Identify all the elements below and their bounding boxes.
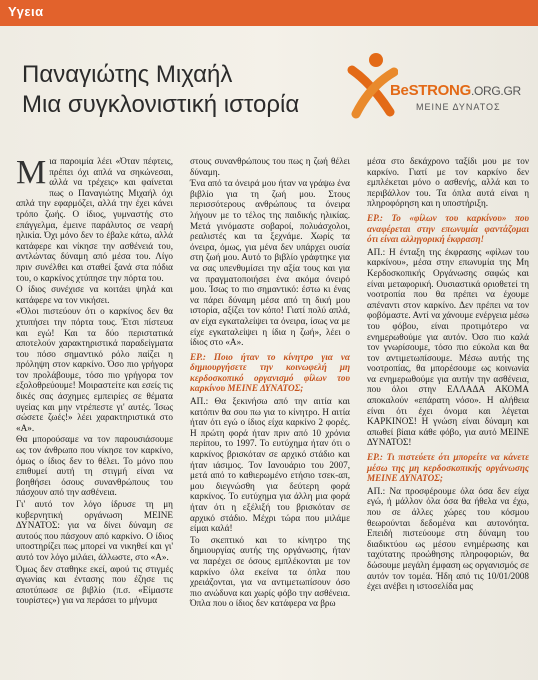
title-line-1: Παναγιώτης Μιχαήλ	[22, 61, 233, 88]
interview-question: ΕΡ.: Το «φίλων του καρκίνου» που αναφέρεται στην επωνυμία φαντάζομαι ότι είναι αλληγορική έκφραση!	[367, 212, 529, 245]
paragraph: στους συνανθρώπους του πως η ζωή θέλει δύναμη.	[190, 156, 350, 177]
paragraph: Ένα από τα όνειρά μου ήταν να γράψω ένα βιβλίο για τη ζωή μου. Στους περισσότερους ανθρώπους τα όνειρα λήγουν με το τέλος της παιδικής ηλικίας. Μετά γινόμαστε σοβαροί, πολυάσχολοι, ρεαλιστές και τα ξεχνάμε. Χωρίς τα όνειρα, όμως, για μένα δεν υπάρχει ουσία στη ζωή μου. Αυτό το βιβλίο γράφτηκε για να σας υπενθυμίσει την αξία τους και για να πραγματοποιήσει ένα ακόμα όνειρό μου. Ίσως το πιο σημαντικό: έστω κι ένας να πάρει δύναμη μέσα από τη δική μου ιστορία, αξίζει τον κόπο! Γιατί πολύ απλά, αν είχα εγκαταλείψει τα όνειρα, ίσως να με είχε εγκαταλείψει η ίδια η ζωή», λέει ο ίδιος στο «Α».	[190, 178, 350, 348]
paragraph: μέσα στο δεκάχρονο ταξίδι μου με τον καρκίνο. Γιατί με τον καρκίνο δεν εμπλέκεται μόνο ο ασθενής, αλλά και το περιβάλλον του. Τα όπλα αυτά είναι η πληροφόρηση και η υποστήριξη.	[367, 156, 529, 209]
logo-tagline: ΜΕΙΝΕ ΔΥΝΑΤΟΣ	[416, 102, 501, 112]
drop-cap: Μ	[16, 154, 47, 191]
logo-brand-domain: .ORG.GR	[470, 84, 521, 98]
paragraph: Ο ίδιος συνέχισε να κοιτάει ψηλά και κατάφερε να τον νικήσει.	[16, 284, 173, 305]
interview-answer: ΑΠ.: Να προσφέρουμε όλα όσα δεν είχα εγώ, ή μάλλον όλα όσα θα ήθελα να έχω, που σε άλλες χώρες του κόσμου θεωρούνται δεδομένα και αυτονόητα. Επειδή πιστεύουμε στη δύναμη του διαδικτύου ως μέσου ενημέρωσης και ταχύτατης προώθησης πληροφοριών, θα δώσουμε μεγάλη έμφαση ως οργανισμός σε αυτόν τον τομέα. Ήδη από τις 10/01/2008 έχει ανέβει η ιστοσελίδα μας	[367, 485, 529, 592]
article-title	[22, 60, 342, 120]
interview-question: ΕΡ.: Τι πιστεύετε ότι μπορείτε να κάνετε μέσω της μη κερδοσκοπικής οργάνωσης ΜΕΙΝΕ ΔΥΝΑΤΟΣ;	[367, 452, 529, 484]
interview-answer: ΑΠ.: Θα ξεκινήσω από την αιτία και κατόπιν θα σου πω για το κίνητρο. Η αιτία ήταν ότι εγώ ο ίδιος είχα καρκίνο 2 φορές. Η πρώτη φορά ήταν πριν από 10 χρόνια περίπου, το 1997. Το ευτύχημα ήταν ότι ο καρκίνος βρισκόταν σε αρχικό στάδιο και ήταν ιάσιμος. Τον Ιανουάριο του 2007, μετά από το καθιερωμένο ετήσιο τσεκ-απ, μου διεγνώσθη για δεύτερη φορά καρκίνος. Το ευτύχημα για άλλη μια φορά ήταν ότι η εξέλιξή του βρισκόταν σε αρχικό στάδιο. Μέχρι τώρα που μιλάμε είμαι καλά!	[190, 396, 350, 534]
article-column-2	[190, 156, 350, 610]
paragraph: Το σκεπτικό και το κίνητρο της δημιουργίας αυτής της οργάνωσης, ήταν να παρέχει σε όσους εμπλέκονται με τον καρκίνο όλα εκείνα τα όπλα που χρειάζονται, για να αντιμετωπίσουν όσο πιο ανώδυνα και χωρίς φόβο την ασθένεια. Όπλα που ο ίδιος δεν κατάφερα να βρω	[190, 534, 350, 609]
section-header-band	[0, 0, 538, 26]
title-line-2: Μια συγκλονιστική ιστορία	[22, 91, 300, 118]
section-label: Υγεια	[8, 4, 44, 19]
paragraph: Θα μπορούσαμε να τον παρουσιάσουμε ως τον άνθρωπο που νίκησε τον καρκίνο, όμως ο ίδιος δεν το θέλει. Το μόνο που επιθυμεί αυτή τη στιγμή είναι να βοηθήσει όσους συνανθρώπους του πάσχουν από την ασθένεια.	[16, 434, 173, 498]
article-column-1	[16, 156, 173, 607]
logo-brand-main: BeSTRONG	[390, 82, 471, 99]
paragraph: ια παροιμία λέει «Όταν πέφτεις, πρέπει όχι απλά να σηκώνεσαι, αλλά να τρέχεις» και φαίνεται πως ο Παναγιώτης Μιχαήλ όχι απλά την εφαρμόζει, αλλά την έχει κάνει τρόπο ζωής. Ο ίδιος, γυμναστής στο επάγγελμα, έμεινε παράλυτος σε νεαρή ηλικία. Όχι μόνο δεν το έβαλε κάτω, αλλά κατάφερε και νίκησε την ασθένειά του, αντλώντας δύναμη από μέσα του. Λίγο πριν συνέλθει και σταθεί ξανά στα πόδια του, ο καρκίνος χτύπησε την πόρτα του.	[16, 156, 173, 283]
paragraph: Όμως δεν σταθηκε εκεί, αφού τις στιγμές αγωνίας και έντασης που έζησε τις αποτύπωσε σε βιβλίο (π.σ. «Είμαστε τουρίστες») για να περάσει το μήνυμα	[16, 563, 173, 606]
interview-question: ΕΡ.: Ποιο ήταν το κίνητρο για να δημιουργήσετε την κοινωφελή μη κερδοσκοπικό οργανισμό φίλων του καρκίνου ΜΕΙΝΕ ΔΥΝΑΤΟΣ;	[190, 351, 350, 394]
logo-brand	[390, 82, 521, 99]
paragraph: Γι' αυτό τον λόγο ίδρυσε τη μη κυβερνητική οργάνωση ΜΕΙΝΕ ΔΥΝΑΤΟΣ: για να δίνει δύναμη σε αυτούς που πάσχουν από καρκίνο. Ο ίδιος υποστηρίζει πως μπορεί να νικηθεί και γι' αυτό τον λόγο μιλάει, άλλωστε, στο «Α».	[16, 499, 173, 562]
article-column-3	[367, 156, 529, 593]
bestrong-logo	[338, 46, 521, 126]
interview-answer: ΑΠ.: Η ένταξη της έκφρασης «φίλων του καρκίνου», μέσα στην επωνυμία της Μη Κερδοσκοπικής Οργάνωσης σαφώς και είναι μεταφορική. Ουσιαστικά οριοθετεί τη νοοτροπία που θα πρέπει να έχουμε απέναντι στον καρκίνο. Δεν πρέπει να τον φοβόμαστε. Αντί να χάνουμε ενέργεια μέσω του φόβου, είναι προτιμότερο να ενημερωθούμε για αυτόν. Όσο πιο καλά τον γνωρίσουμε, τόσο πιο εύκολα και θα τον αντιμετωπίσουμε. Μέσω αυτής της νοοτροπίας, θα μπορέσουμε ως κοινωνία να ενημερωθούμε για αυτήν την ασθένεια, που όλοι στην ΕΛΛΑΔΑ ΑΚΟΜΑ αποκαλούν «επάρατη νόσο». Η αλήθεια είναι ότι έχει όνομα και λέγεται ΚΑΡΚΙΝΟΣ! Η γνώση είναι δύναμη και απωθεί βίαια κάθε φόβο, για αυτό ΜΕΙΝΕ ΔΥΝΑΤΟΣ!	[367, 246, 529, 448]
paragraph: «Όλοι πιστεύουν ότι ο καρκίνος δεν θα χτυπήσει την πόρτα τους. Έτσι πίστευα και εγώ! Και τα δύο περιστατικά αποτελούν χαρακτηριστικά παραδείγματα του πόσο σημαντικό ρόλο παίζει η πρόληψη στον καρκίνο. Όσο πιο γρήγορα τον προλάβουμε, τόσο πιο γρήγορα τον εξολοθρεύουμε! Μοιραστείτε και εσείς τις δικές σας άσχημες εμπειρίες σε θέματα υγείας και μην ντρέπεστε γι' αυτές. Ίσως σώσετε ζωές!» λέει χαρακτηριστικά στο «Α».	[16, 306, 173, 433]
